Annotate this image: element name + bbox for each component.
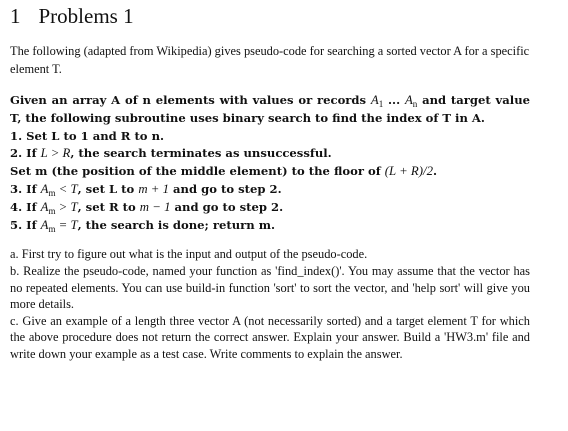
step-5: 5. If $A_m = T$, the search is done; return m. — [10, 217, 276, 234]
step-1: 1. Set L to 1 and R to n. — [10, 128, 165, 143]
section-title: Problems 1 — [38, 4, 134, 28]
step-2: 2. If L > R, the search terminates as unsuccessful. — [10, 146, 332, 161]
pseudo-code-block — [10, 92, 530, 234]
step-set-m: Set m (the position of the middle element) to the floor of (L + R)/2. — [10, 164, 438, 179]
section-number: 1 — [10, 4, 21, 28]
section-heading — [10, 4, 530, 29]
math-an: $A_n$ — [404, 93, 418, 109]
math-a1: $A_1$ — [370, 93, 384, 109]
step-3: 3. If $A_m < T$, set L to m + 1 and go to step 2. — [10, 181, 282, 198]
question-b: b. Realize the pseudo-code, named your function as 'find_index()'. You may assume that the vector has no repeated elements. You can use build-in function 'sort' to sort the vector, and 'help sort' will give you more details. — [10, 263, 530, 312]
step-4: 4. If $A_m > T$, set R to m − 1 and go to step 2. — [10, 199, 284, 216]
document-page — [10, 4, 530, 363]
question-c: c. Give an example of a length three vector A (not necessarily sorted) and a target element T for which the above procedure does not return the correct answer. Explain your answer. Build a 'HW3.m' file and write down your example as a test case. Write comments to explain the answer. — [10, 313, 530, 361]
question-a: a. First try to figure out what is the input and output of the pseudo-code. — [10, 247, 368, 262]
intro-paragraph: The following (adapted from Wikipedia) gives pseudo-code for searching a sorted vector A for a specific element T. — [10, 44, 530, 76]
algorithm-lead: Given an array A of n elements with values or records $A_1$ ... $A_n$ and target value T, the following subroutine uses binary search to find the index of T in A. — [10, 93, 531, 125]
questions-list — [10, 246, 530, 362]
